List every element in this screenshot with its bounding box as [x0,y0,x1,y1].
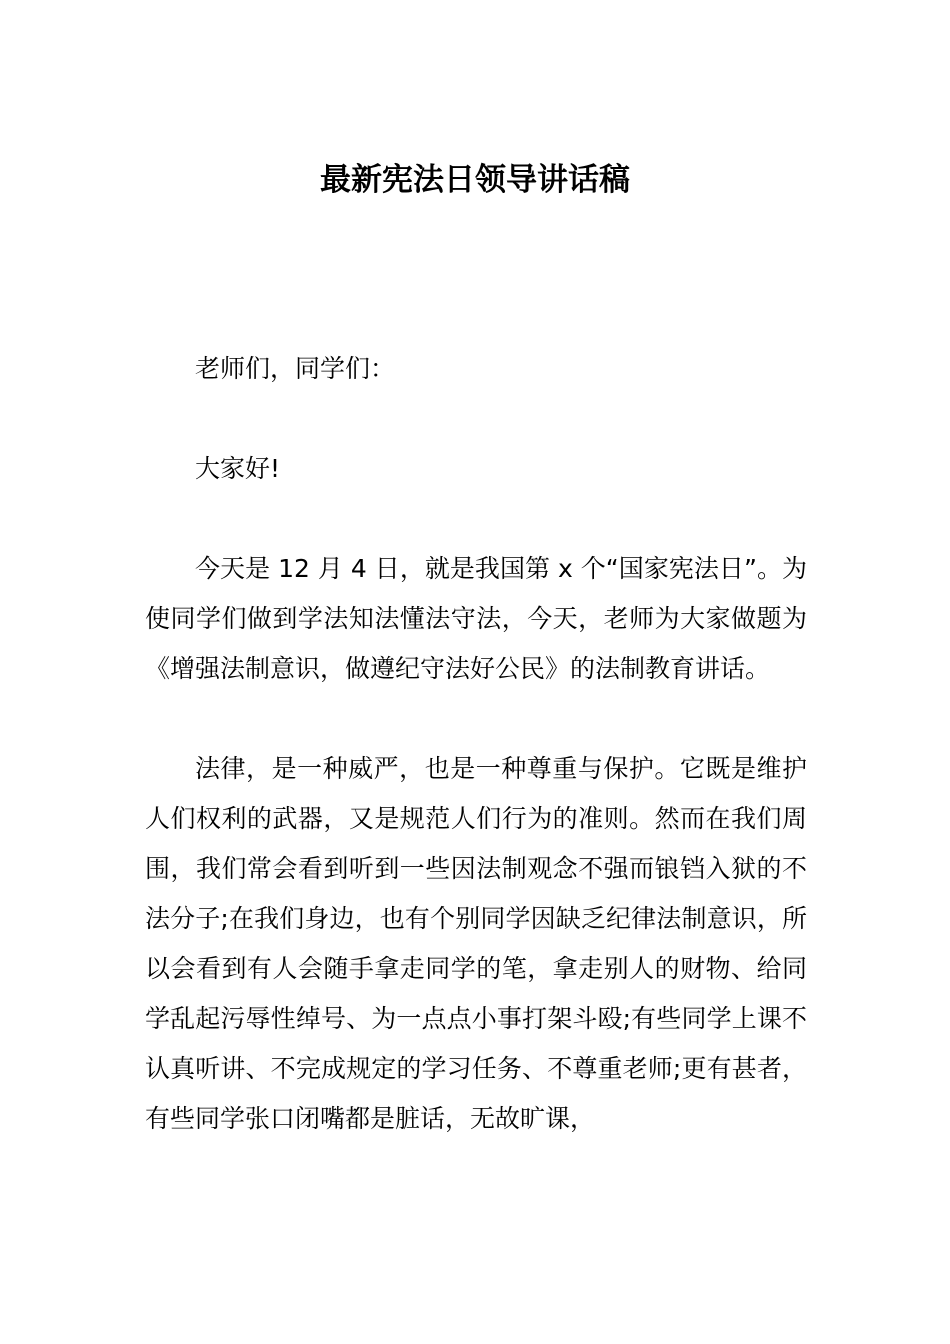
salutation: 老师们，同学们： [195,354,396,383]
greeting: 大家好! [195,454,281,483]
document-title: 最新宪法日领导讲话稿 [320,162,630,198]
body-paragraph: 法律，是一种威严，也是一种尊重与保护。它既是维护人们权利的武器，又是规范人们行为的准则。然而在我们周围，我们常会看到听到一些因法制观念不强而锒铛入狱的不法分子;在我们身边，也有个别同学因缺乏纪律法制意识，所以会看到有人会随手拿走同学的笔，拿走别人的财物、给同学乱起污辱性绰号、为一点点小事打架斗殴;有些同学上课不认真听讲、不完成规定的学习任务、不尊重老师;更有甚者，有些同学张口闭嘴都是脏话，无故旷课， [145,754,807,1133]
intro-paragraph: 今天是 12 月 4 日，就是我国第 x 个“国家宪法日”。为使同学们做到学法知法懂法守法，今天，老师为大家做题为《增强法制意识，做遵纪守法好公民》的法制教育讲话。 [145,554,807,683]
document-body [145,344,807,1144]
